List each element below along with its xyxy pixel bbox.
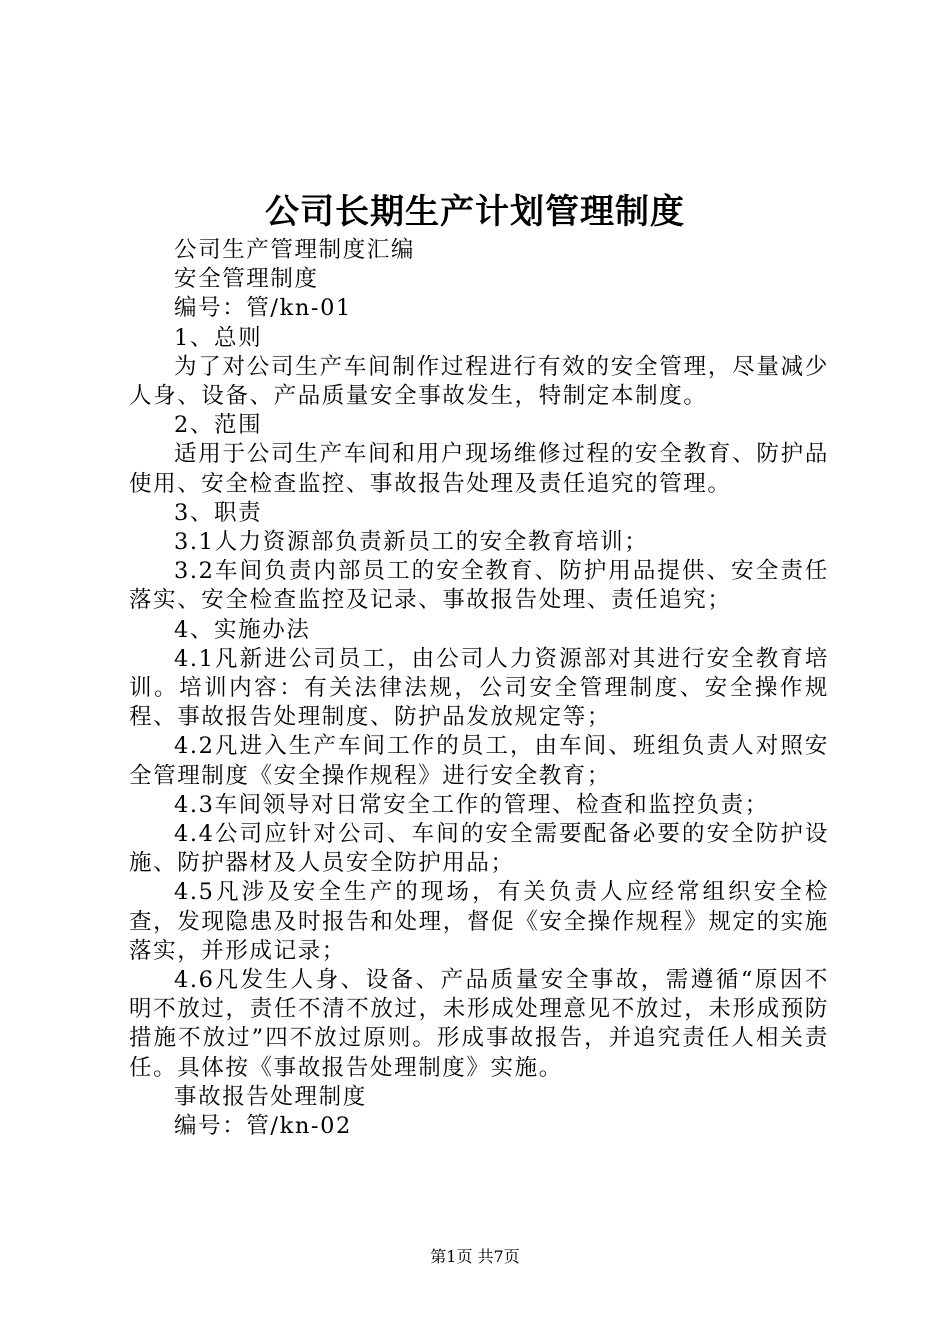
section-heading: 3、职责 — [174, 499, 263, 526]
paragraph: 4.3车间领导对日常安全工作的管理、检查和监控负责； — [174, 791, 769, 818]
paragraph: 适用于公司生产车间和用户现场维修过程的安全教育、防护品使用、安全检查监控、事故报告处理及责任追究的管理。 — [129, 441, 829, 497]
paragraph: 4.4公司应针对公司、车间的安全需要配备必要的安全防护设施、防护器材及人员安全防护用品； — [129, 821, 829, 877]
paragraph: 4.5凡涉及安全生产的现场，有关负责人应经常组织安全检查，发现隐患及时报告和处理，督促《安全操作规程》规定的实施落实，并形成记录； — [129, 879, 829, 964]
section-heading: 4、实施办法 — [174, 616, 311, 643]
document-title: 公司长期生产计划管理制度 — [265, 192, 685, 232]
page-number-footer: 第1页 共7页 — [430, 1247, 520, 1266]
paragraph: 编号：管/kn-01 — [174, 295, 352, 322]
section-heading: 1、总则 — [174, 324, 263, 351]
paragraph: 4.6凡发生人身、设备、产品质量安全事故，需遵循“原因不明不放过，责任不清不放过，未形成处理意见不放过，未形成预防措施不放过”四不放过原则。形成事故报告，并追究责任人相关责任。具体按《事故报告处理制度》实施。 — [129, 967, 829, 1081]
paragraph: 公司生产管理制度汇编 — [174, 237, 416, 263]
paragraph: 4.2凡进入生产车间工作的员工，由车间、班组负责人对照安全管理制度《安全操作规程》进行安全教育； — [129, 733, 829, 789]
document-body — [129, 236, 829, 1141]
paragraph: 为了对公司生产车间制作过程进行有效的安全管理，尽量减少人身、设备、产品质量安全事故发生，特制定本制度。 — [129, 353, 829, 410]
paragraph: 编号：管/kn-02 — [174, 1113, 352, 1140]
paragraph: 3.2车间负责内部员工的安全教育、防护用品提供、安全责任落实、安全检查监控及记录、事故报告处理、责任追究； — [129, 558, 829, 614]
paragraph: 安全管理制度 — [174, 266, 319, 293]
paragraph: 3.1人力资源部负责新员工的安全教育培训； — [174, 529, 649, 556]
paragraph: 事故报告处理制度 — [174, 1083, 367, 1110]
section-heading: 2、范围 — [174, 412, 263, 439]
paragraph: 4.1凡新进公司员工，由公司人力资源部对其进行安全教育培训。培训内容：有关法律法规，公司安全管理制度、安全操作规程、事故报告处理制度、防护品发放规定等； — [129, 645, 829, 731]
